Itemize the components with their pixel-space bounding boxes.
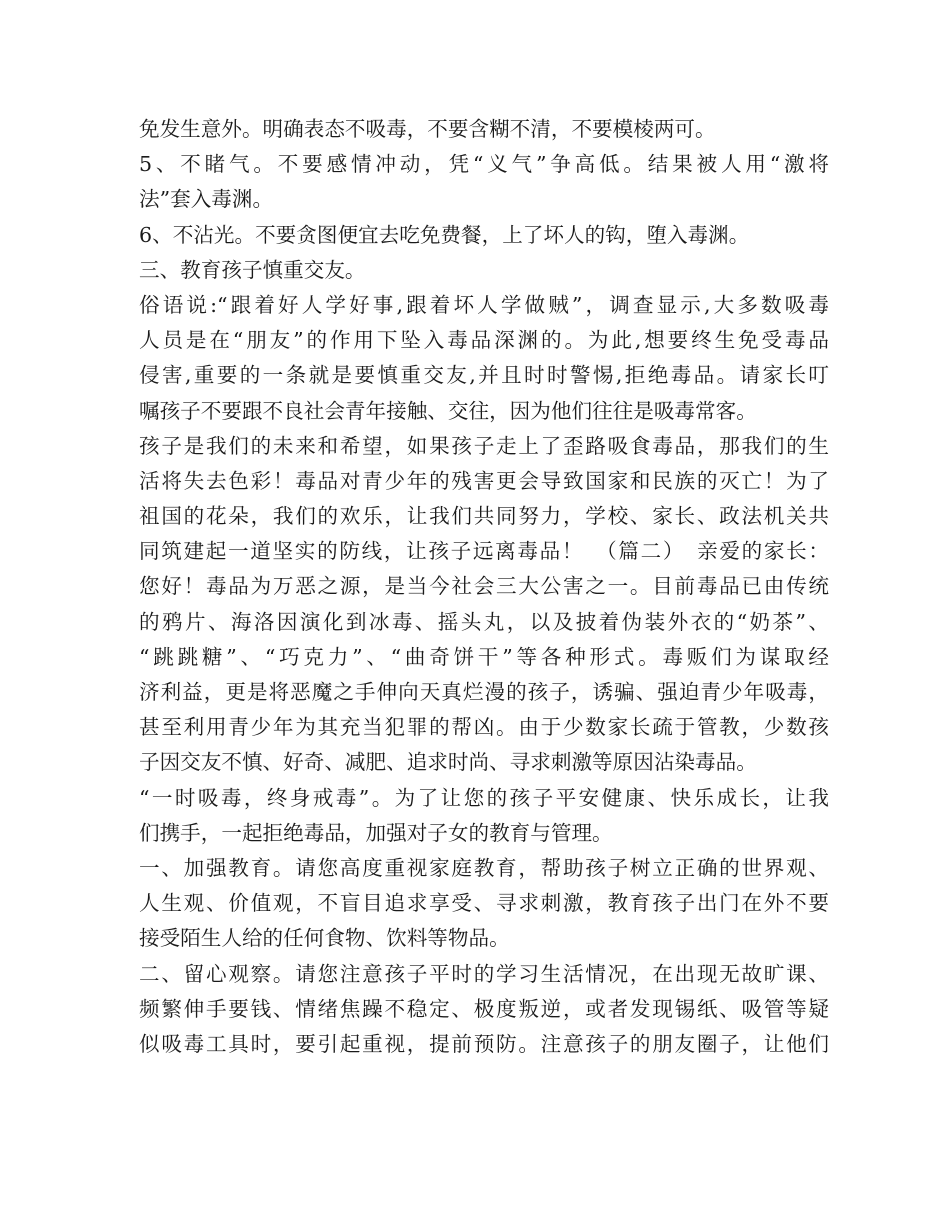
text-line: 似吸毒工具时，要引起重视，提前预防。注意孩子的朋友圈子，让他们 xyxy=(139,1031,829,1056)
text-line: 祖国的花朵，我们的欢乐，让我们共同努力，学校、家长、政法机关共 xyxy=(139,504,829,529)
text-line: 孩子是我们的未来和希望，如果孩子走上了歪路吸食毒品，那我们的生 xyxy=(139,433,829,458)
text-line: “跳跳糖”、“巧克力”、“曲奇饼干”等各种形式。毒贩们为谋取经 xyxy=(139,644,829,669)
text-line: 嘱孩子不要跟不良社会青年接触、交往，因为他们往往是吸毒常客。 xyxy=(139,398,757,423)
text-line: 6、不沾光。不要贪图便宜去吃免费餐，上了坏人的钩，堕入毒渊。 xyxy=(139,222,750,247)
text-line: 您好！毒品为万恶之源，是当今社会三大公害之一。目前毒品已由传统 xyxy=(139,574,829,599)
text-line: 一、加强教育。请您高度重视家庭教育，帮助孩子树立正确的世界观、 xyxy=(139,855,829,880)
text-line: 同筑建起一道坚实的防线，让孩子远离毒品！ （篇二） 亲爱的家长： xyxy=(139,539,829,564)
text-line: 频繁伸手要钱、情绪焦躁不稳定、极度叛逆，或者发现锡纸、吸管等疑 xyxy=(139,996,829,1021)
text-line: 免发生意外。明确表态不吸毒，不要含糊不清，不要模棱两可。 xyxy=(139,117,716,141)
text-line: 济利益，更是将恶魔之手伸向天真烂漫的孩子，诱骗、强迫青少年吸毒， xyxy=(139,680,829,704)
text-line: “一时吸毒，终身戒毒”。为了让您的孩子平安健康、快乐成长，让我 xyxy=(139,785,829,810)
text-line: 5、不睹气。不要感情冲动，凭“义气”争高低。结果被人用“激将 xyxy=(139,152,829,177)
text-line: 人员是在“朋友”的作用下坠入毒品深渊的。为此,想要终生免受毒品 xyxy=(139,328,829,353)
text-line: 的鸦片、海洛因演化到冰毒、摇头丸，以及披着伪装外衣的“奶茶”、 xyxy=(139,609,829,634)
text-line: 子因交友不慎、好奇、减肥、追求时尚、寻求刺激等原因沾染毒品。 xyxy=(139,750,757,775)
text-line: 侵害,重要的一条就是要慎重交友,并且时时警惕,拒绝毒品。请家长叮 xyxy=(139,363,829,388)
text-line: 人生观、价值观，不盲目追求享受、寻求刺激，教育孩子出门在外不要 xyxy=(139,891,829,916)
text-line: 们携手，一起拒绝毒品，加强对子女的教育与管理。 xyxy=(139,820,613,845)
document-body xyxy=(139,112,829,1062)
text-line: 活将失去色彩！毒品对青少年的残害更会导致国家和民族的灭亡！为了 xyxy=(139,468,829,493)
section-heading: 三、教育孩子慎重交友。 xyxy=(139,257,366,282)
text-line: 甚至利用青少年为其充当犯罪的帮凶。由于少数家长疏于管教，少数孩 xyxy=(139,715,829,740)
text-line: 法”套入毒渊。 xyxy=(139,187,274,212)
text-line: 二、留心观察。请您注意孩子平时的学习生活情况，在出现无故旷课、 xyxy=(139,961,829,986)
text-line: 俗语说:“跟着好人学好事,跟着坏人学做贼”，调查显示,大多数吸毒 xyxy=(139,292,829,317)
text-line: 接受陌生人给的任何食物、饮料等物品。 xyxy=(139,926,510,951)
